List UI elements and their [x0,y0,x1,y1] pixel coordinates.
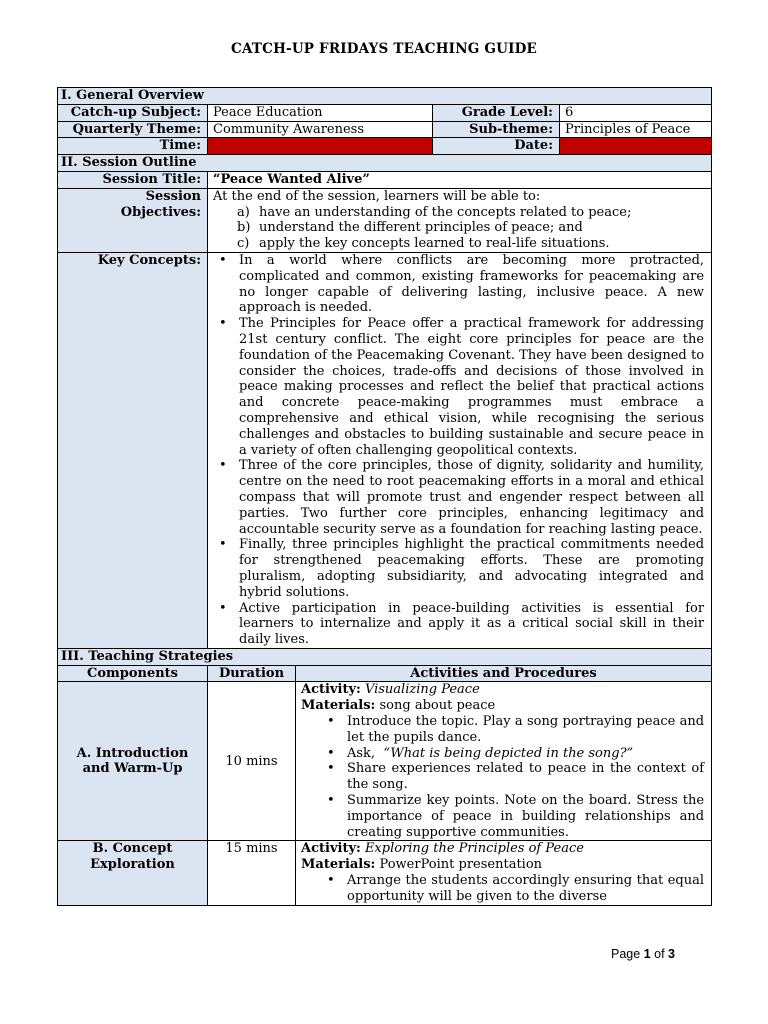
strategies-column-header-row [58,665,712,682]
introduction-activities [296,682,712,841]
step-item: • Ask, “What is being depicted in the song?” [301,746,704,762]
concept-item: • Finally, three principles highlight the practical commitments needed for strengthened peacemaking efforts. These are promoting pluralism, adopting subsidiarity, and advocating integrated and hybrid solutions. [193,537,704,600]
activities-column-header: Activities and Procedures [296,665,712,682]
page-footer [611,947,675,961]
objective-item: c) apply the key concepts learned to real-life situations. [237,236,610,252]
subtheme-label: Sub-theme: [433,121,560,138]
page-total: 3 [668,947,675,961]
duration-column-header: Duration [208,665,296,682]
time-date-row [58,138,712,155]
key-concepts-list [193,253,704,648]
subject-label: Catch-up Subject: [58,104,208,121]
concept-item: • Three of the core principles, those of dignity, solidarity and humility, centre on the need to root peacemaking efforts in a moral and ethical compass that will promote trust and engender respect between all parties. Two further core principles, enhancing legitimacy and accountable security serve as a foundation for reaching lasting peace. [193,458,704,537]
step-item: • Arrange the students accordingly ensuring that equal opportunity will be given to the diverse [301,873,704,905]
objectives-intro: At the end of the session, learners will be able to: [213,188,541,204]
concept-exploration-duration: 15 mins [208,841,296,905]
session-title-row [58,171,712,188]
step-item: • Introduce the topic. Play a song portraying peace and let the pupils dance. [301,714,704,746]
concept-exploration-component: B. Concept Exploration [58,841,208,905]
introduction-activity-line: Activity: Visualizing Peace [301,682,480,698]
subject-row [58,104,712,121]
concept-activity-line: Activity: Exploring the Principles of Peace [301,841,584,857]
theme-row [58,121,712,138]
teaching-strategies-heading: III. Teaching Strategies [58,648,712,665]
date-value-field [560,138,712,155]
objectives-label-line1: Session [145,188,201,204]
key-concepts-content [208,252,712,648]
date-label: Date: [433,138,560,155]
objectives-list [213,205,706,252]
objective-item: b) understand the different principles of peace; and [237,220,583,236]
concept-item: • In a world where conflicts are becoming more protracted, complicated and common, existing frameworks for peacemaking are no longer capable of delivering lasting, inclusive peace. A new approach is needed. [193,253,704,316]
session-outline-heading: II. Session Outline [58,155,712,172]
concept-exploration-activities [296,841,712,905]
concept-item: • The Principles for Peace offer a practical framework for addressing 21st century conflict. The eight core principles for peace are the foundation of the Peacemaking Covenant. They have been designed to consider the choices, trade-offs and decisions of those involved in peace making processes and reflect the belief that practical actions and concrete peace-making programmes must embrace a comprehensive and ethical vision, while recognising the serious challenges and obstacles to building sustainable and secure peace in a variety of often challenging geopolitical contexts. [193,316,704,458]
theme-value: Community Awareness [208,121,433,138]
theme-label: Quarterly Theme: [58,121,208,138]
session-title-label: Session Title: [58,171,208,188]
step-item: • Share experiences related to peace in the context of the song. [301,761,704,793]
general-overview-header-row [58,88,712,105]
general-overview-heading: I. General Overview [58,88,712,105]
concept-exploration-row [58,841,712,905]
objectives-row [58,188,712,252]
introduction-row [58,682,712,841]
grade-label: Grade Level: [433,104,560,121]
concept-item: • Active participation in peace-building activities is essential for learners to internalize and apply it as a critical social skill in their daily lives. [193,601,704,648]
time-label: Time: [58,138,208,155]
subject-value: Peace Education [208,104,433,121]
introduction-steps [301,714,704,840]
subtheme-value: Principles of Peace [560,121,712,138]
concept-materials-line: Materials: PowerPoint presentation [301,857,543,873]
step-item: • Summarize key points. Note on the board. Stress the importance of peace in building relationships and creating supportive communities. [301,793,704,840]
grade-value: 6 [560,104,712,121]
introduction-duration: 10 mins [208,682,296,841]
session-title-value: “Peace Wanted Alive” [208,171,712,188]
components-column-header: Components [58,665,208,682]
teaching-strategies-header-row [58,648,712,665]
teaching-guide-table [57,87,712,906]
session-outline-header-row [58,155,712,172]
introduction-component: A. Introduction and Warm-Up [58,682,208,841]
time-value-field [208,138,433,155]
objective-item: a) have an understanding of the concepts related to peace; [237,204,632,220]
objectives-label [58,188,208,252]
objectives-content [208,188,712,252]
concept-steps [301,873,704,905]
page-number: 1 [643,947,651,961]
page-word: Page [611,947,641,961]
document-title: CATCH-UP FRIDAYS TEACHING GUIDE [231,41,537,57]
introduction-materials-line: Materials: song about peace [301,698,496,714]
key-concepts-row [58,252,712,648]
key-concepts-label: Key Concepts: [58,252,208,648]
of-word: of [654,947,665,961]
objectives-label-line2: Objectives: [120,204,201,220]
